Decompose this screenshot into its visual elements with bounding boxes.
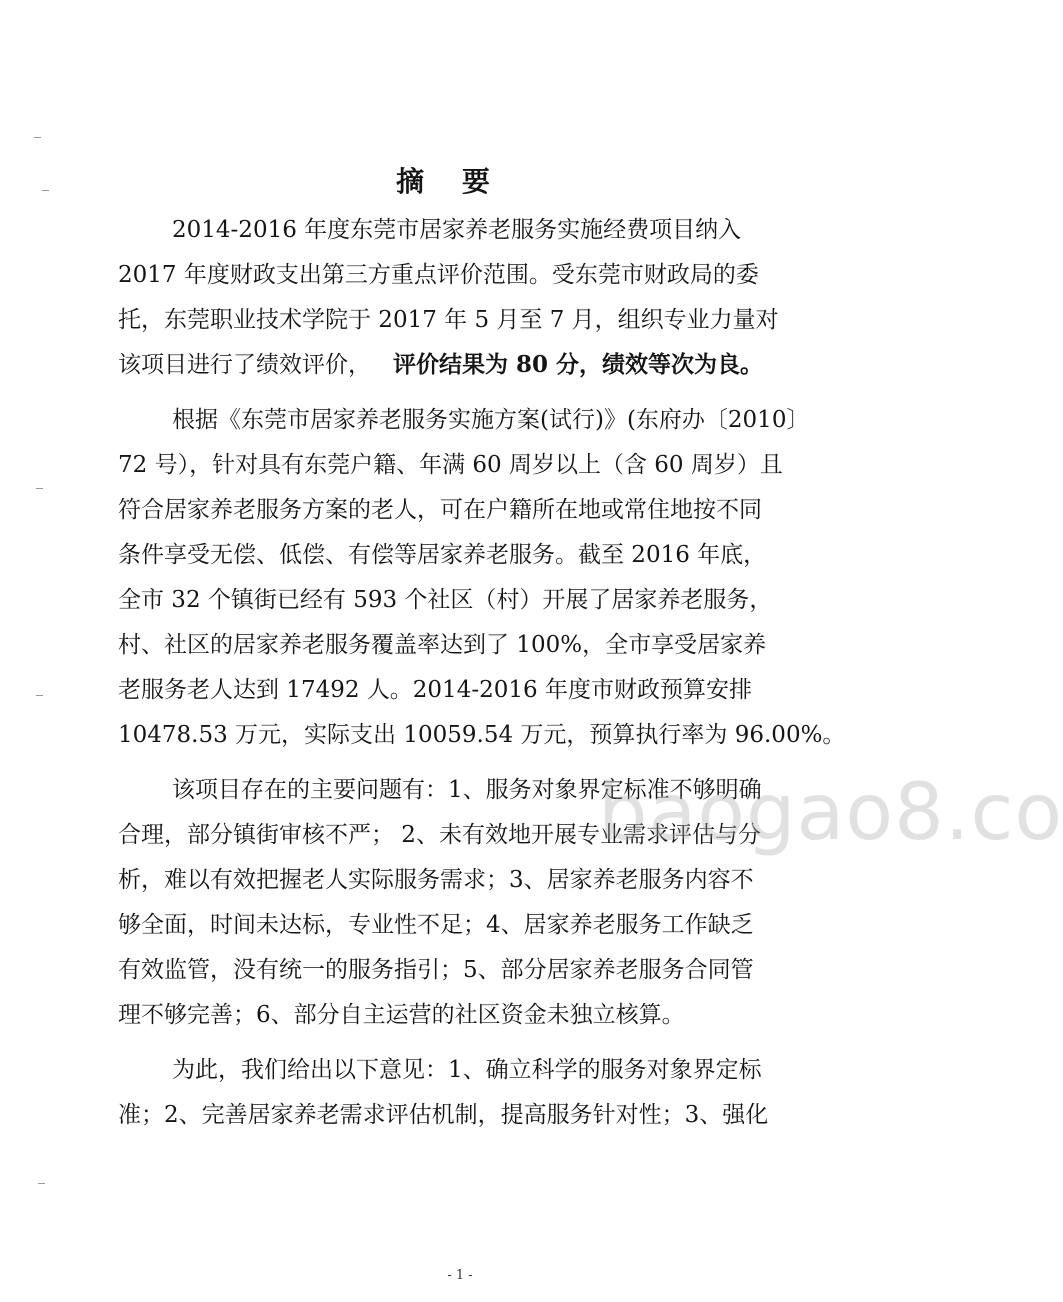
text-line: 全市 32 个镇街已经有 593 个社区（村）开展了居家养老服务， <box>118 587 773 613</box>
text-line: 托，东莞职业技术学院于 2017 年 5 月至 7 月，组织专业力量对 <box>118 307 779 333</box>
text-line: 2017 年度财政支出第三方重点评价范围。受东莞市财政局的委 <box>118 262 759 288</box>
margin-mark <box>36 488 43 489</box>
margin-mark <box>36 695 43 696</box>
text-line: 村、社区的居家养老服务覆盖率达到了 100%，全市享受居家养 <box>118 632 767 658</box>
text-line: 72 号），针对具有东莞户籍、年满 60 周岁以上（含 60 周岁）且 <box>118 452 783 478</box>
text-line: 符合居家养老服务方案的老人，可在户籍所在地或常住地按不同 <box>118 497 762 523</box>
text-line: 根据《东莞市居家养老服务实施方案(试行)》(东府办〔2010〕 <box>172 407 810 433</box>
text-segment: 该项目进行了绩效评价， <box>118 352 371 378</box>
evaluation-result: 评价结果为 80 分，绩效等次为良。 <box>393 351 764 378</box>
text-line <box>0 343 920 387</box>
text-line: 10478.53 万元，实际支出 10059.54 万元，预算执行率为 96.00%。 <box>118 722 846 748</box>
text-line: 为此，我们给出以下意见：1、确立科学的服务对象界定标 <box>172 1057 762 1083</box>
text-line: 条件享受无偿、低偿、有偿等居家养老服务。截至 2016 年底， <box>118 542 767 568</box>
watermark: baogao8.co <box>598 768 1063 858</box>
text-line: 准；2、完善居家养老需求评估机制，提高服务针对性；3、强化 <box>118 1102 769 1128</box>
margin-mark <box>42 190 49 191</box>
text-line: 有效监管，没有统一的服务指引；5、部分居家养老服务合同管 <box>118 957 754 983</box>
text-line: 合理，部分镇街审核不严； 2、未有效地开展专业需求评估与分 <box>118 822 761 848</box>
margin-mark <box>34 137 41 138</box>
margin-mark <box>38 1183 45 1184</box>
text-line: 2014-2016 年度东莞市居家养老服务实施经费项目纳入 <box>172 217 742 243</box>
page-number: - 1 - <box>447 1268 473 1283</box>
text-line: 理不够完善；6、部分自主运营的社区资金未独立核算。 <box>118 1002 685 1028</box>
text-line: 够全面，时间未达标，专业性不足；4、居家养老服务工作缺乏 <box>118 912 754 938</box>
text-line: 该项目存在的主要问题有：1、服务对象界定标准不够明确 <box>172 777 762 803</box>
text-line: 老服务老人达到 17492 人。2014-2016 年度市财政预算安排 <box>118 677 752 703</box>
summary-title: 摘 要 <box>396 165 504 198</box>
text-line: 析，难以有效把握老人实际服务需求；3、居家养老服务内容不 <box>118 867 754 893</box>
